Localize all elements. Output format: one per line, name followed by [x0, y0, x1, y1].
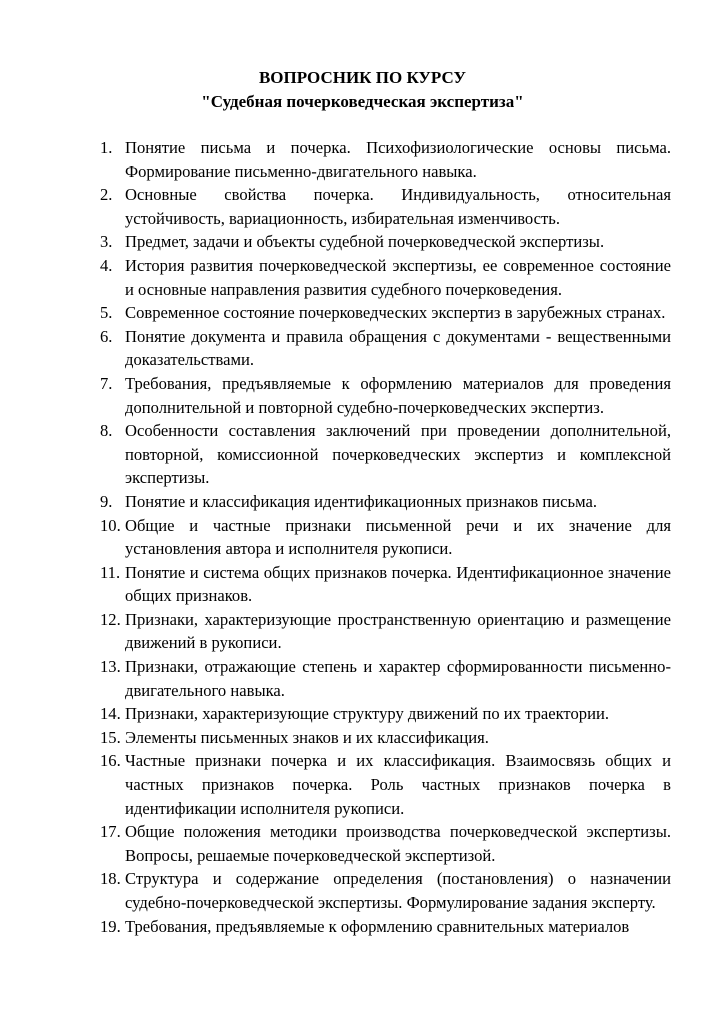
question-item [100, 867, 671, 914]
question-item [100, 561, 671, 608]
question-item [100, 254, 671, 301]
question-item [100, 372, 671, 419]
question-number: 10. [100, 515, 121, 535]
question-text: Признаки, характеризующие структуру движений по их траектории. [125, 704, 609, 724]
question-number: 14. [100, 704, 121, 724]
questions-list [100, 136, 671, 938]
question-item [100, 490, 671, 514]
question-item [100, 136, 671, 183]
question-text: Признаки, характеризующие пространственную ориентацию и размещение движений в рукописи. [125, 609, 671, 653]
question-item [100, 608, 671, 655]
question-number: 9. [100, 491, 113, 511]
document-subtitle: "Судебная почерковедческая экспертиза" [201, 92, 524, 111]
question-item [100, 820, 671, 867]
question-item [100, 301, 671, 325]
question-number: 6. [100, 326, 113, 346]
question-text: История развития почерковедческой экспертизы, ее современное состояние и основные направления развития судебного почерковедения. [125, 255, 671, 299]
question-number: 4. [100, 255, 113, 275]
question-number: 19. [100, 916, 121, 936]
question-number: 5. [100, 303, 113, 323]
document-title: ВОПРОСНИК ПО КУРСУ [258, 68, 467, 87]
question-item [100, 749, 671, 820]
question-number: 17. [100, 822, 121, 842]
question-item [100, 726, 671, 750]
question-number: 11. [100, 562, 121, 582]
question-number: 16. [100, 751, 121, 771]
question-item [100, 702, 671, 726]
question-text: Современное состояние почерковедческих экспертиз в зарубежных странах. [125, 303, 666, 323]
question-number: 8. [100, 421, 113, 441]
question-text: Частные признаки почерка и их классификация. Взаимосвязь общих и частных признаков почерка. Роль частных признаков почерка в идентификации исполнителя рукописи. [125, 751, 671, 818]
question-item [100, 514, 671, 561]
question-text: Понятие и классификация идентификационных признаков письма. [125, 491, 598, 511]
question-number: 12. [100, 609, 121, 629]
question-number: 13. [100, 657, 121, 677]
question-text: Структура и содержание определения (постановления) о назначении судебно-почерковедческой экспертизы. Формулирование задания эксперту. [125, 869, 671, 912]
question-text: Основные свойства почерка. Индивидуальность, относительная устойчивость, вариационность, избирательная изменчивость. [125, 185, 671, 228]
question-number: 3. [100, 232, 113, 252]
question-text: Общие положения методики производства почерковедческой экспертизы. Вопросы, решаемые почерковедческой экспертизой. [125, 822, 671, 865]
question-number: 15. [100, 727, 121, 747]
question-number: 2. [100, 185, 113, 205]
question-number: 1. [100, 138, 113, 157]
question-text: Понятие письма и почерка. Психофизиологические основы письма. Формирование письменно-двигательного навыка. [125, 138, 671, 181]
question-number: 18. [100, 869, 121, 889]
question-text: Понятие документа и правила обращения с документами - вещественными доказательствами. [125, 326, 671, 370]
question-item [100, 183, 671, 230]
question-text: Требования, предъявляемые к оформлению материалов для проведения дополнительной и повторной судебно-почерковедческих экспертиз. [125, 373, 671, 417]
question-text: Понятие и система общих признаков почерка. Идентификационное значение общих признаков. [125, 562, 671, 606]
question-text: Элементы письменных знаков и их классификация. [125, 727, 489, 747]
question-text: Предмет, задачи и объекты судебной почерковедческой экспертизы. [125, 232, 605, 252]
question-item [100, 419, 671, 490]
question-text: Признаки, отражающие степень и характер сформированности письменно-двигательного навыка. [125, 657, 671, 700]
question-number: 7. [100, 373, 113, 393]
question-item [100, 655, 671, 702]
question-text: Общие и частные признаки письменной речи и их значение для установления автора и исполнителя рукописи. [125, 515, 671, 559]
question-item [100, 325, 671, 372]
question-text: Особенности составления заключений при проведении дополнительной, повторной, комиссионной почерковедческих экспертиз и комплексной экспертизы. [125, 421, 671, 488]
question-item [100, 230, 671, 254]
question-text: Требования, предъявляемые к оформлению сравнительных материалов [125, 916, 630, 936]
question-item [100, 915, 671, 939]
